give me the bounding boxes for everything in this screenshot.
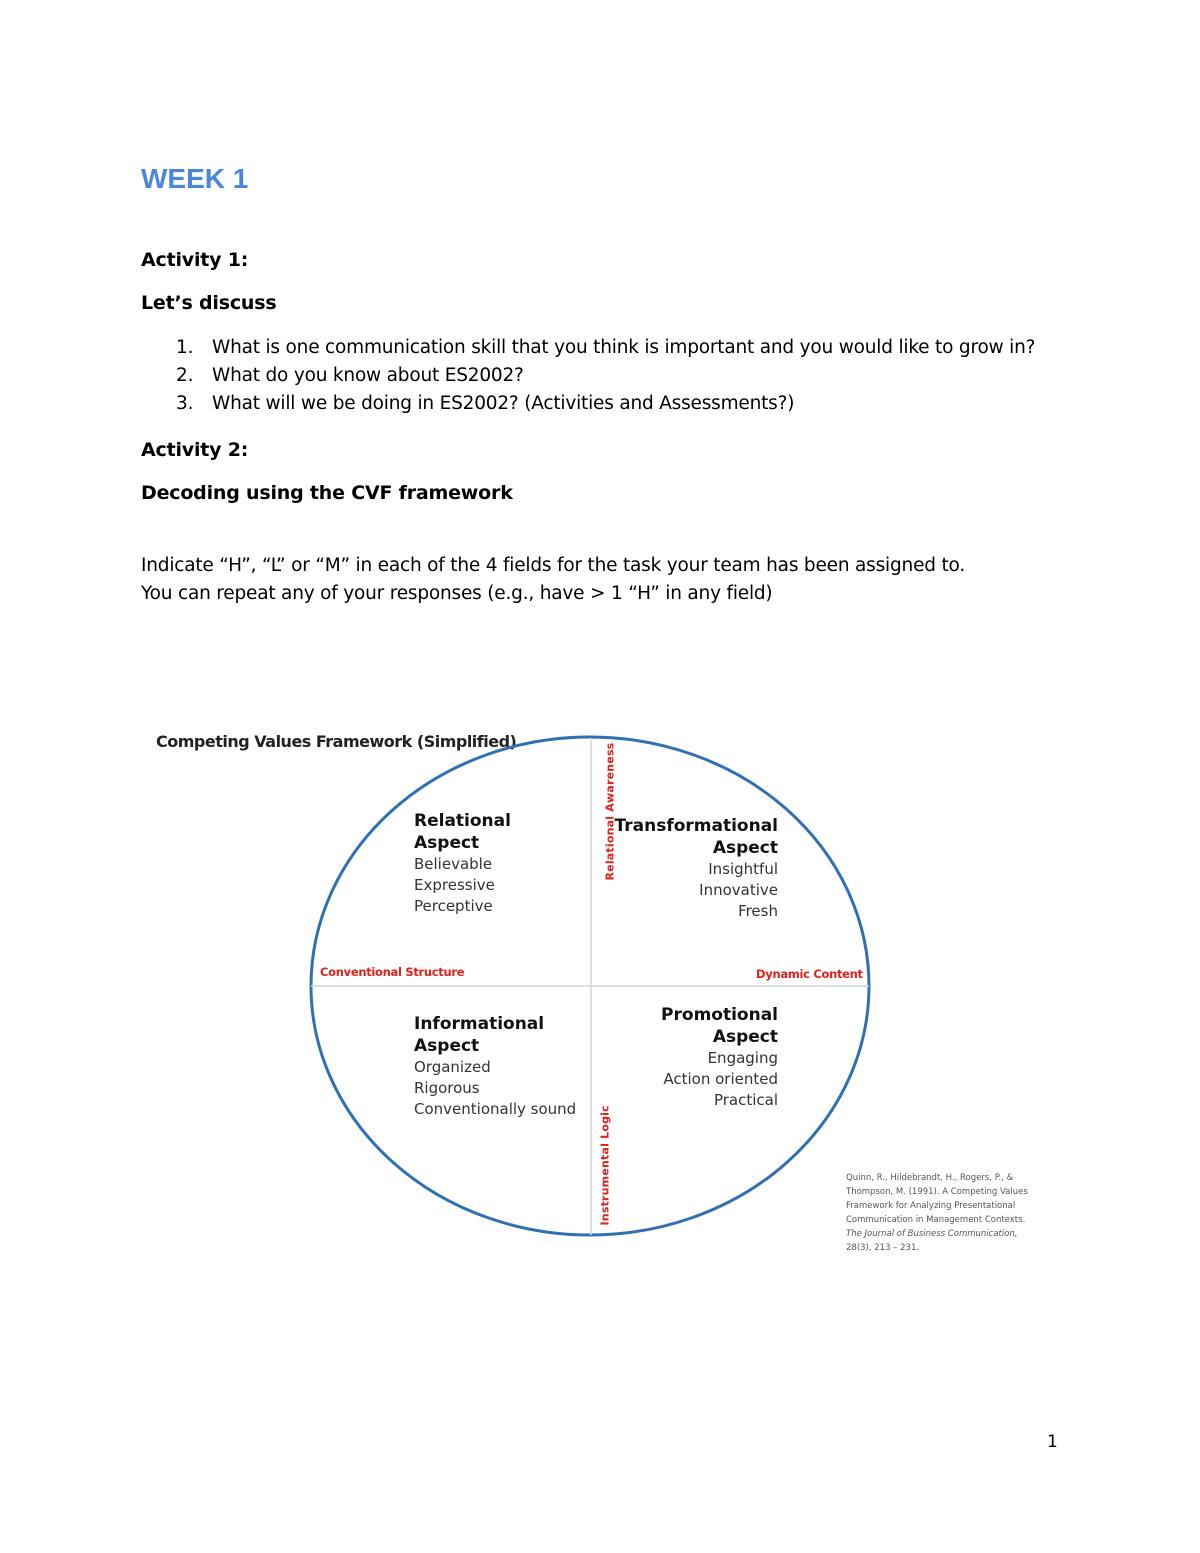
citation-line: Quinn, R., Hildebrandt, H., Rogers, P., & (846, 1173, 1014, 1183)
quadrant-title: Aspect (712, 838, 778, 858)
quadrant-title: Informational (414, 1014, 545, 1034)
quadrant-informational (414, 1013, 576, 1120)
activity2-subtitle: Decoding using the CVF framework (141, 482, 513, 504)
quadrant-item: Fresh (738, 902, 778, 920)
cvf-diagram (300, 730, 880, 1245)
activity1-title: Activity 1: (141, 249, 249, 271)
cvf-title: Competing Values Framework (Simplified) (156, 732, 517, 751)
quadrant-item: Conventionally sound (414, 1100, 577, 1118)
quadrant-item: Insightful (708, 860, 778, 878)
quadrant-title: Aspect (414, 1036, 480, 1056)
axis-label-top: Relational Awareness (603, 742, 617, 881)
citation (846, 1171, 1036, 1255)
quadrant-item: Perceptive (414, 897, 493, 915)
activity2-title: Activity 2: (141, 439, 249, 461)
citation-line: The Journal of Business Communication, (846, 1229, 1018, 1239)
question-text: What is one communication skill that you think is important and you would like to grow in? (212, 337, 1036, 358)
quadrant-item: Rigorous (414, 1079, 480, 1097)
list-number: 1. (176, 337, 194, 358)
axis-label-left: Conventional Structure (320, 965, 465, 979)
quadrant-title: Promotional (661, 1005, 778, 1025)
page-number: 1 (1047, 1432, 1058, 1452)
instruction-line-1: Indicate “H”, “L” or “M” in each of the 4 fields for the task your team has been assigned to. (141, 555, 965, 576)
quadrant-transformational (600, 815, 778, 922)
quadrant-item: Expressive (414, 876, 495, 894)
list-number: 3. (176, 393, 194, 414)
list-item (176, 365, 524, 386)
quadrant-item: Engaging (707, 1049, 778, 1067)
citation-line: Thompson, M. (1991). A Competing Values (846, 1187, 1028, 1197)
quadrant-item: Innovative (699, 881, 778, 899)
quadrant-title: Relational (414, 811, 511, 831)
instruction-line-2: You can repeat any of your responses (e.g., have > 1 “H” in any field) (141, 583, 773, 604)
question-text: What do you know about ES2002? (212, 365, 524, 386)
quadrant-item: Action oriented (663, 1070, 778, 1088)
week-title: WEEK 1 (141, 163, 249, 194)
citation-line: Framework for Analyzing Presentational (846, 1201, 1016, 1211)
quadrant-item: Believable (414, 855, 493, 873)
citation-line: 28(3), 213 – 231. (846, 1243, 920, 1253)
quadrant-relational (414, 810, 511, 917)
activity1-subtitle: Let’s discuss (141, 292, 277, 314)
list-item (176, 337, 1035, 358)
list-item (176, 393, 794, 414)
quadrant-item: Organized (414, 1058, 491, 1076)
citation-line: Communication in Management Contexts. (846, 1215, 1026, 1225)
quadrant-promotional (600, 1004, 778, 1111)
quadrant-title: Transformational (614, 816, 778, 836)
quadrant-title: Aspect (414, 833, 480, 853)
axis-label-bottom: Instrumental Logic (598, 1105, 612, 1226)
quadrant-item: Practical (713, 1091, 778, 1109)
list-number: 2. (176, 365, 194, 386)
question-text: What will we be doing in ES2002? (Activities and Assessments?) (212, 393, 795, 414)
quadrant-title: Aspect (712, 1027, 778, 1047)
axis-label-right: Dynamic Content (756, 967, 863, 981)
